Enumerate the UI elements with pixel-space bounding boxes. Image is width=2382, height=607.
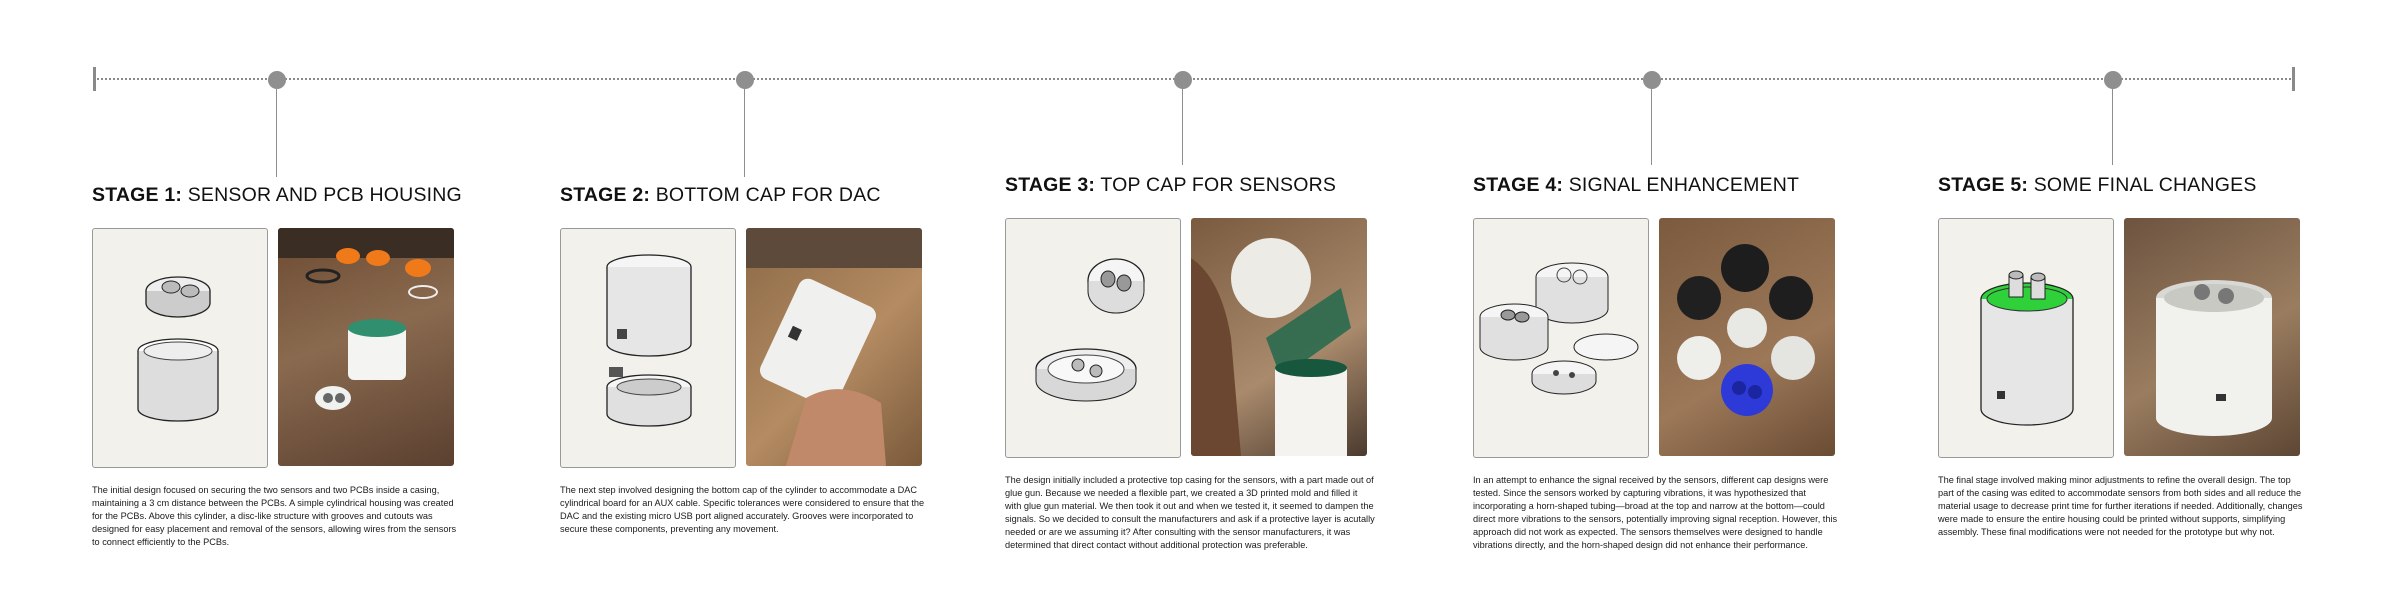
stage-4-description: In an attempt to enhance the signal received by the sensors, different cap designs were tested. Since the sensors worked by capturing vibrations, it was hypothesized that incorporating a horn-shaped tubing—broad at the top and narrow at the bottom—could direct more vibrations to the sensors, potentially improving signal reception. However, this approach did not work as expected. The sensors themselves were designed to handle vibrations directly, and the horn-shaped design did not enhance their performance. [1473,475,1838,550]
stage-1-heading [92,184,462,207]
stage-3-title: TOP CAP FOR SENSORS [1100,174,1337,196]
timeline-stem-5 [2112,89,2113,165]
stage-3-photo [1191,218,1367,456]
timeline-node-1 [268,71,286,89]
stage-1-description: The initial design focused on securing the two sensors and two PCBs inside a casing, maintaining a 3 cm distance between the PCBs. A simple cylindrical housing was created for the PCBs. Above this cylinder, a disc-like structure with grooves and cutouts was designed for easy placement and removal of the sensors, allowing wires from the sensors to connect efficiently to the PCBs. [92,485,457,547]
stage-2-title: BOTTOM CAP FOR DAC [655,184,881,206]
stage-5-images [1938,218,2300,458]
stage-5-sketch [1938,218,2114,458]
timeline-node-4 [1643,71,1661,89]
stage-1-number: STAGE 1: [92,184,183,206]
stage-5-photo [2124,218,2300,456]
timeline-line [94,78,2294,80]
stage-1-sketch [92,228,268,468]
timeline-stem-4 [1651,89,1652,165]
timeline-stem-1 [276,89,277,177]
stage-3-description: The design initially included a protective top casing for the sensors, with a part made out of glue gun. Because we needed a flexible part, we created a 3D printed mold and filled it with glue gun material. We then took it out and when we tested it, it seemed to dampen the signals. So we decided to consult the manufacturers and ask if a protective layer is acutally needed or are we assuming it? After consulting with the sensor manufacturers, it was determined that direct contact without additional protection was preferable. [1005,475,1375,550]
stage-3-number: STAGE 3: [1005,174,1096,196]
stage-3-sketch [1005,218,1181,458]
stage-4-photo [1659,218,1835,456]
stage-3-images [1005,218,1367,458]
stage-4-title: SIGNAL ENHANCEMENT [1568,174,1800,196]
stage-4-heading [1473,174,1799,197]
timeline-start-cap [93,67,96,91]
timeline-end-cap [2292,67,2295,91]
timeline-stem-2 [744,89,745,177]
stage-2-photo [746,228,922,466]
stage-2-images [560,228,922,468]
stage-2-heading [560,184,881,207]
stage-5-number: STAGE 5: [1938,174,2029,196]
stage-4-number: STAGE 4: [1473,174,1564,196]
timeline [94,73,2294,85]
stage-2-number: STAGE 2: [560,184,651,206]
stage-5-title: SOME FINAL CHANGES [2033,174,2257,196]
timeline-node-5 [2104,71,2122,89]
timeline-stem-3 [1182,89,1183,165]
stage-5-description: The final stage involved making minor adjustments to refine the overall design. The top part of the casing was edited to accommodate sensors from both sides and all reduce the material usage to decrease print time for further iterations if needed. Additionally, changes were made to ensure the entire housing could be printed without supports, simplifying assembly. These final modifications were not needed for the prototype but why not. [1938,475,2303,537]
stage-4-sketch [1473,218,1649,458]
stage-2-sketch [560,228,736,468]
stage-3-heading [1005,174,1336,197]
stage-5-heading [1938,174,2257,197]
stage-4-images [1473,218,1835,458]
stage-2-description: The next step involved designing the bottom cap of the cylinder to accommodate a DAC cylindrical board for an AUX cable. Specific tolerances were considered to ensure that the DAC and the existing micro USB port aligned accurately. Grooves were incorporated to secure these components, preventing any movement. [560,485,925,534]
stage-1-images [92,228,454,468]
stage-1-title: SENSOR AND PCB HOUSING [187,184,462,206]
timeline-node-3 [1174,71,1192,89]
stage-1-photo [278,228,454,466]
timeline-node-2 [736,71,754,89]
